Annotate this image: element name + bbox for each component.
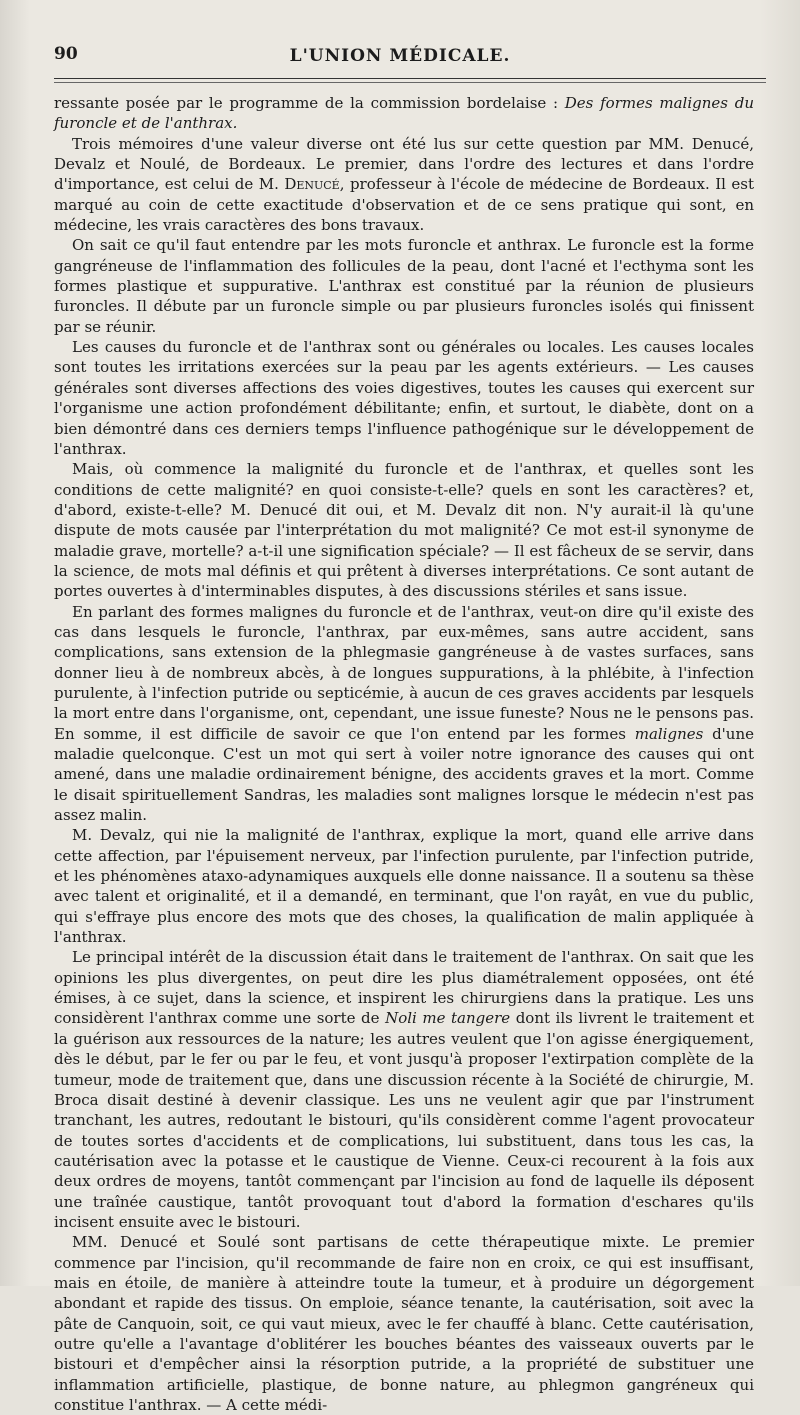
paragraph-text: dont ils livrent le traitement et la guérison aux ressources de la nature; les autres veulent que l'on agisse énergiquement, dès le début, par le fer ou par le feu, et vont jusqu'à proposer l'extirpation complète de la tumeur, mode de traitement que, dans une discussion récente à la Société de chirurgie, M. Broca disait destiné à devenir classique. Les uns ne veulent agir que par l'instrument tranchant, les autres, redoutant le bistouri, qu'ils considèrent comme l'agent provocateur de toutes sortes d'accidents et de complications, lui substituent, dans tous les cas, la cautérisation avec la potasse et le caustique de Vienne. Ceux-ci recourent à la fois aux deux ordres de moyens, tantôt commençant par l'incision au fond de laquelle ils déposent une traînée caustique, tantôt provoquant tout d'abord la formation d'eschares qu'ils incisent ensuite avec le bistouri. bbox=[54, 1009, 755, 1231]
paragraph-2 bbox=[54, 134, 754, 236]
paragraph-6 bbox=[54, 602, 754, 826]
page-number: 90 bbox=[54, 44, 78, 64]
emphasis-word: malignes bbox=[634, 724, 704, 743]
paragraph-9: MM. Denucé et Soulé sont partisans de cette thérapeutique mixte. Le premier commence par l'incision, qu'il recommande de faire non en croix, ce qui est insuffisant, mais en étoile, de manière à atteindre toute la tumeur, et à produire un dégorgement abondant et rapide des tissus. On emploie, séance tenante, la cautérisation, soit avec la pâte de Canquoin, soit, ce qui vaut mieux, avec le fer chauffé à blanc. Cette cautérisation, outre qu'elle a l'avantage d'oblitérer les bouches béantes des vaisseaux ouverts par le bistouri et d'empêcher ainsi la résorption putride, a la propriété de substituer une inflammation artificielle, plastique, de bonne nature, au phlegmon gangréneux qui constitue l'anthrax. — A cette médi- bbox=[54, 1233, 754, 1414]
paragraph-5: Mais, où commence la malignité du furoncle et de l'anthrax, et quelles sont les conditions de cette malignité? en quoi consiste-t-elle? quels en sont les caractères? et, d'abord, existe-t-elle? M. Denucé dit oui, et M. Devalz dit non. N'y aurait-il là qu'une dispute de mots causée par l'interprétation du mot malignité? Ce mot est-il synonyme de maladie grave, mortelle? a-t-il une signification spéciale? — Il est fâcheux de se servir, dans la science, de mots mal définis et qui prêtent à diverses interprétations. Ce sont autant de portes ouvertes à d'interminables disputes, à des discussions stériles et sans issue. bbox=[54, 460, 754, 601]
journal-title: L'UNION MÉDICALE. bbox=[289, 46, 511, 66]
header-rule-thin bbox=[54, 82, 766, 83]
paragraph-text: Trois mémoires d'une valeur diverse ont été lus sur cette question par MM. Denucé, Devalz et Noulé, de Bordeaux. Le premier, dans l'ordre des lectures et dans l'ordre d'importance, est celui de M. bbox=[54, 134, 754, 194]
header-rule bbox=[54, 78, 766, 79]
paragraph-1 bbox=[54, 93, 754, 134]
paragraph-text: ressante posée par le programme de la commission bordelaise : bbox=[54, 94, 565, 112]
paragraph-text: Le principal intérêt de la discussion était dans le traitement de l'anthrax. On sait que les opinions les plus divergentes, on peut dire les plus diamétralement opposées, ont été émises, à ce sujet, dans la science, et inspirent les chirurgiens dans la pratique. Les uns considèrent l'anthrax comme une sorte de bbox=[54, 948, 754, 1028]
article-body bbox=[54, 93, 754, 1415]
paragraph-3: On sait ce qu'il faut entendre par les mots furoncle et anthrax. Le furoncle est la forme gangréneuse de l'inflammation des follicules de la peau, dont l'acné et l'ecthyma sont les formes plastique et suppurative. L'anthrax est constitué par la réunion de plusieurs furoncles. Il débute par un furoncle simple ou par plusieurs furoncles isolés qui finissent par se réunir. bbox=[54, 236, 754, 336]
paragraph-4: Les causes du furoncle et de l'anthrax sont ou générales ou locales. Les causes locales sont toutes les irritations exercées sur la peau par les agents extérieurs. — Les causes générales sont diverses affections des voies digestives, toutes les causes qui exercent sur l'organisme une action profondément débilitante; enfin, et surtout, le diabète, dont on a bien démontré dans ces derniers temps l'influence pathogénique sur le développement de l'anthrax. bbox=[54, 338, 754, 458]
paragraph-text: d'une maladie quelconque. C'est un mot qui sert à voiler notre ignorance des causes qui ont amené, dans une maladie ordinairement bénigne, des accidents graves et la mort. Comme le disait spirituellement Sandras, les maladies sont malignes lorsque le médecin n'est pas assez malin. bbox=[54, 724, 754, 825]
emphasis-title: Des formes malignes du furoncle et de l'anthrax. bbox=[54, 94, 754, 133]
paragraph-text: , professeur à l'école de médecine de Bordeaux. Il est marqué au coin de cette exactitude d'observation et de ce sens pratique qui sont, en médecine, les vrais caractères des bons travaux. bbox=[54, 175, 755, 235]
paragraph-8 bbox=[54, 947, 754, 1232]
emphasis-latin: Noli me tangere bbox=[385, 1009, 511, 1028]
paragraph-text: En parlant des formes malignes du furoncle et de l'anthrax, veut-on dire qu'il existe des cas dans lesquels le furoncle, l'anthrax, par eux-mêmes, sans autre accident, sans complications, sans extension de la phlegmasie gangréneuse à de vastes surfaces, sans donner lieu à de nombreux abcès, à de longues suppurations, à la phlébite, à l'infection purulente, à l'infection putride ou septicémie, à aucun de ces graves accidents par lesquels la mort entre dans l'organisme, ont, cependant, une issue funeste? Nous ne le pensons pas. En somme, il est difficile de savoir ce que l'on entend par les formes bbox=[54, 602, 754, 743]
author-name: Denucé bbox=[284, 175, 340, 194]
paragraph-7: M. Devalz, qui nie la malignité de l'anthrax, explique la mort, quand elle arrive dans cette affection, par l'épuisement nerveux, par l'infection purulente, par l'infection putride, et les phénomènes ataxo-adynamiques auxquels elle donne naissance. Il a soutenu sa thèse avec talent et originalité, et il a demandé, en terminant, que l'on rayât, en vue du public, qui s'effraye plus encore des mots que des choses, la qualification de malin appliquée à l'anthrax. bbox=[54, 826, 754, 947]
